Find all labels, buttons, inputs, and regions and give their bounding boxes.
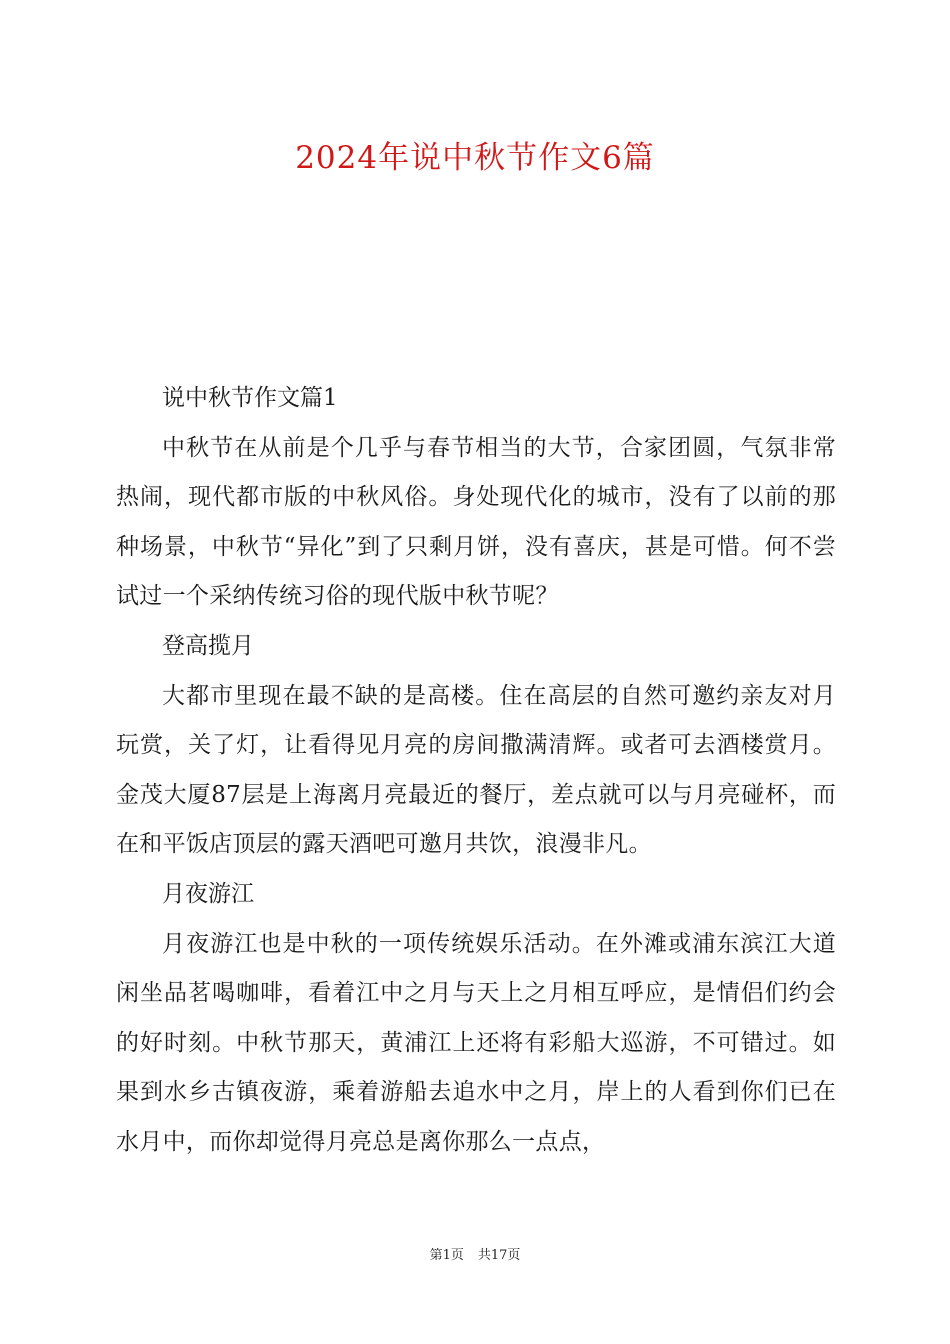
document-title: 2024年说中秋节作文6篇 xyxy=(295,140,655,176)
body-paragraph: 中秋节在从前是个几乎与春节相当的大节，合家团圆，气氛非常热闹，现代都市版的中秋风俗。身处现代化的城市，没有了以前的那种场景，中秋节“异化”到了只剩月饼，没有喜庆，甚是可惜。何不尝试过一个采纳传统习俗的现代版中秋节呢？ xyxy=(116,434,836,610)
page-footer xyxy=(0,1247,950,1265)
page-number: 第1页 xyxy=(429,1248,464,1263)
section-heading: 月夜游江 xyxy=(162,880,254,907)
document-body xyxy=(116,374,836,1168)
body-paragraph: 大都市里现在最不缺的是高楼。住在高层的自然可邀约亲友对月玩赏，关了灯，让看得见月亮的房间撒满清辉。或者可去酒楼赏月。金茂大厦87层是上海离月亮最近的餐厅，差点就可以与月亮碰杯，而在和平饭店顶层的露天酒吧可邀月共饮，浪漫非凡。 xyxy=(116,682,836,858)
page-total: 共17页 xyxy=(477,1248,521,1263)
section-heading: 说中秋节作文篇1 xyxy=(162,385,338,411)
body-paragraph: 月夜游江也是中秋的一项传统娱乐活动。在外滩或浦东滨江大道闲坐品茗喝咖啡，看着江中之月与天上之月相互呼应，是情侣们约会的好时刻。中秋节那天，黄浦江上还将有彩船大巡游，不可错过。如果到水乡古镇夜游，乘着游船去追水中之月，岸上的人看到你们已在水月中，而你却觉得月亮总是离你那么一点点， xyxy=(116,930,836,1155)
section-heading: 登高揽月 xyxy=(162,632,254,659)
